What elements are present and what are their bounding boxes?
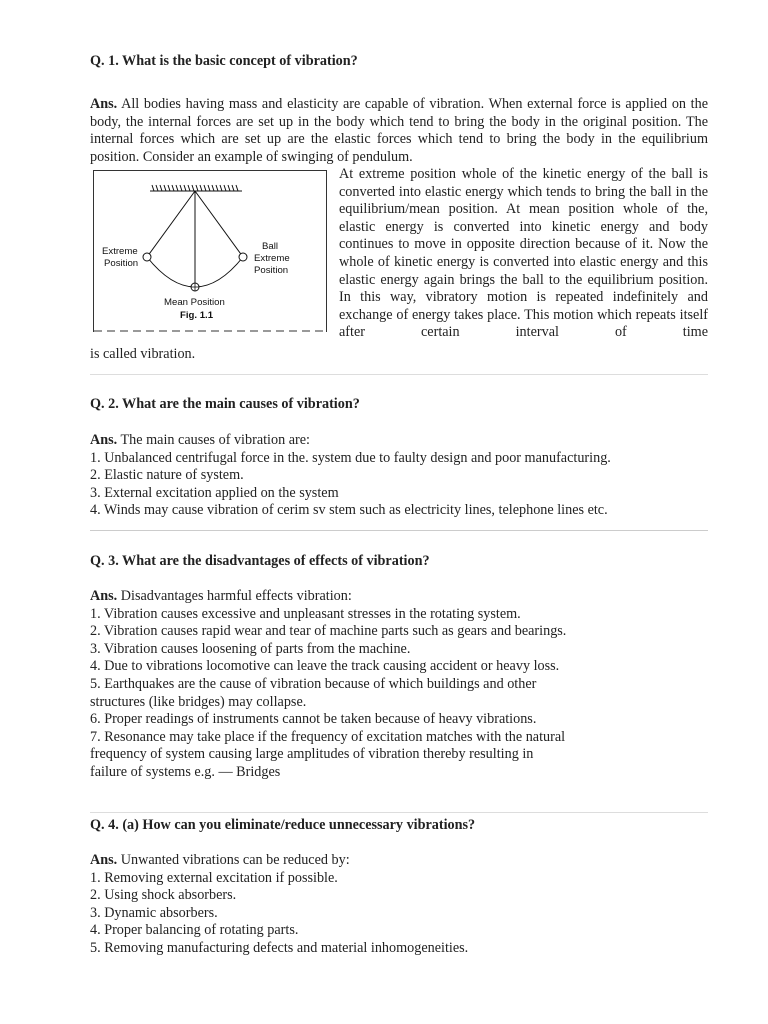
string-right	[195, 191, 243, 257]
list-item: 1. Removing external excitation if possible.	[90, 869, 338, 886]
vibration-definition-tail: is called vibration.	[90, 346, 196, 362]
ball-left	[143, 253, 151, 261]
list-item: 2. Vibration causes rapid wear and tear of machine parts such as gears and bearings.	[90, 623, 567, 640]
list-item: 1. Unbalanced centrifugal force in the. system due to faulty design and poor manufacturing.	[90, 449, 611, 466]
answer-4	[90, 852, 708, 958]
string-left	[147, 191, 195, 257]
question-4-heading: Q. 4. (a) How can you eliminate/reduce unnecessary vibrations?	[90, 817, 476, 833]
list-item: frequency of system causing large amplitudes of vibration thereby resulting in	[90, 746, 534, 763]
list-item: 5. Earthquakes are the cause of vibration because of which buildings and other	[90, 675, 537, 692]
pendulum-diagram	[94, 171, 326, 332]
list-item: 4. Due to vibrations locomotive can leave the track causing accident or heavy loss.	[90, 658, 560, 675]
answer-2-intro: The main causes of vibration are:	[117, 432, 310, 448]
answer-1-paragraph	[90, 96, 708, 166]
question-2-heading: Q. 2. What are the main causes of vibration?	[90, 396, 360, 412]
question-3-heading: Q. 3. What are the disadvantages of effects of vibration?	[90, 553, 430, 569]
list-item: 7. Resonance may take place if the frequency of excitation matches with the natural	[90, 728, 566, 745]
list-item: structures (like bridges) may collapse.	[90, 693, 307, 710]
pendulum-figure	[93, 170, 327, 332]
answer-1-text: All bodies having mass and elasticity are capable of vibration. When external force is applied on the body, the internal forces are set up in the body which tend to bring the body in the original position. The internal forces which are set up are the elastic forces which tend to bring the body in the equilibrium position. Consider an example of swinging of pendulum.	[90, 96, 708, 165]
figure-caption: Fig. 1.1	[180, 310, 214, 321]
answer-label: Ans.	[90, 852, 118, 868]
list-item: 3. Dynamic absorbers.	[90, 904, 218, 921]
question-1-heading: Q. 1. What is the basic concept of vibration?	[90, 53, 358, 69]
list-item: 6. Proper readings of instruments cannot be taken because of heavy vibrations.	[90, 711, 537, 728]
list-item: failure of systems e.g. — Bridges	[90, 763, 281, 780]
label-left-position: Position	[104, 258, 139, 269]
list-item: 5. Removing manufacturing defects and material inhomogeneities.	[90, 939, 469, 956]
list-item: 4. Winds may cause vibration of cerim sv stem such as electricity lines, telephone lines etc.	[90, 502, 608, 519]
ceiling-support	[150, 185, 242, 191]
label-ball: Ball	[262, 241, 278, 252]
answer-3	[90, 588, 708, 782]
answer-4-intro: Unwanted vibrations can be reduced by:	[117, 852, 350, 868]
list-item: 1. Vibration causes excessive and unpleasant stresses in the rotating system.	[90, 605, 521, 622]
answer-label: Ans.	[90, 588, 118, 604]
answer-label: Ans.	[90, 96, 118, 112]
label-right-extreme: Extreme	[254, 253, 290, 264]
label-left-extreme: Extreme	[102, 246, 138, 257]
list-item: 4. Proper balancing of rotating parts.	[90, 922, 299, 939]
separator-3	[90, 812, 708, 813]
answer-label: Ans.	[90, 432, 118, 448]
label-right-position: Position	[254, 265, 289, 276]
list-item: 2. Using shock absorbers.	[90, 887, 237, 904]
list-item: 2. Elastic nature of system.	[90, 467, 244, 484]
label-mean-position: Mean Position	[164, 297, 225, 308]
answer-2	[90, 432, 708, 520]
answer-3-intro: Disadvantages harmful effects vibration:	[117, 588, 352, 604]
pendulum-explanation: At extreme position whole of the kinetic energy of the ball is converted into elastic energy which tends to bring the ball in the equilibrium/mean position. At mean position whole of the, elastic energy is converted into kinetic energy and body continues to move in opposite direction because of it. Now the whole of kinetic energy is converted into elastic energy and this elastic energy again brings the ball to the equilibrium position. In this way, vibratory motion is repeated indefinitely and exchange of energy takes place. This motion which repeats itself after certain interval of time	[339, 166, 708, 341]
separator-1	[90, 374, 708, 375]
separator-2	[90, 530, 708, 531]
list-item: 3. External excitation applied on the system	[90, 484, 339, 501]
ball-right	[239, 253, 247, 261]
list-item: 3. Vibration causes loosening of parts from the machine.	[90, 640, 411, 657]
